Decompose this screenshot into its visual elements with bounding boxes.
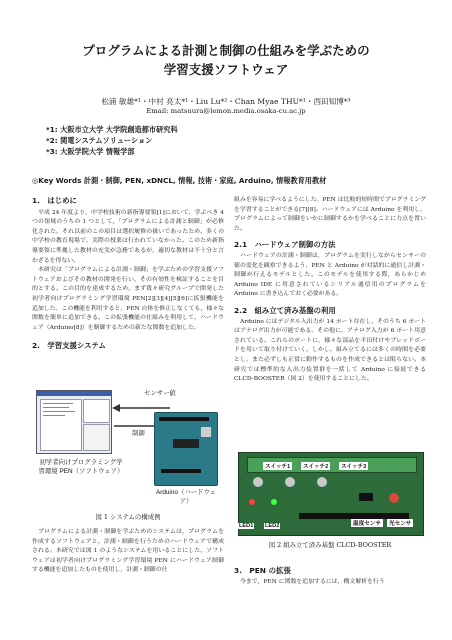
left-column-bottom [32, 528, 224, 576]
figure-1 [36, 390, 226, 520]
author-list: 松浦 敏雄*¹・中村 亮太*¹・Liu Lu*²・Chan Myae THU*¹・西田知博*³ [101, 97, 351, 106]
pen-software-screenshot [36, 390, 112, 454]
pen-software-label: 初学者向けプログラミング学習環境 PEN（ソフトウェア） [38, 459, 124, 475]
arduino-label: Arduino（ハードウェア） [155, 489, 217, 505]
arduino-board [154, 412, 218, 486]
figure-1-caption: 図 1 システムの構成例 [95, 513, 161, 521]
led1-label: LED1 [239, 523, 254, 529]
figure-2-caption: 図 2 組み立て済み基盤 CLCD-BOOSTER [268, 541, 392, 549]
section-2-heading: 2. 学習支援システム [32, 341, 106, 351]
right-column [234, 196, 426, 385]
affiliation-3: *3: 大阪学院大学 情報学部 [46, 147, 135, 156]
switch-2-label: スイッチ2 [303, 464, 329, 470]
affiliation-2: *2: 関電システムソリューション [46, 136, 153, 145]
switch-3-label: スイッチ3 [341, 464, 367, 470]
section-1-paragraph-1: 平成 24 年度より，中学校技術の新指導要領[1]において，学ぶべき 4 つの領域のうちの 1 つとして，「プログラムによる計測と制御」が必修化された。それ以前のこの項目は選択履修の扱いであったため，多くの中学校の教育現場で，実際の授業は行われていなかった。このため新指導要領に準拠した教材の充実が急務であるが，適切な教材は不十分と言わざるを得ない。 [32, 209, 224, 264]
right-column-bottom [234, 566, 426, 587]
section-2-2-paragraph: Arduino にはデジタル入出力が 14 ポート存在し，そのうち 6 ポートはアナログ出力が可能である。その他に，アナログ入力が 6 ポート用意されている。これらのポートに，様々な部品を半田付けやブレッドボードを用いて取り付けていく。しかし，組み立てるには多くの時間を必要とし，また必ずしも正常に動作するものを作成できるとは限らない。本研究では標準的な入出力装置群を一括して Arduino に接続できる CLCD-BOOSTER（図 2）を使用することにした。 [234, 318, 426, 383]
keywords-line: ◎Key Words 計測・制御, PEN, xDNCL, 情報, 技術・家庭, Arduino, 情報教育用教材 [32, 176, 327, 185]
contact-email: Email: matsuura@lemon.media.osaka-cu.ac.jp [146, 107, 306, 115]
paper-title-line1: プログラムによる計測と制御の仕組みを学ぶための [82, 43, 370, 58]
left-column [32, 196, 224, 351]
section-1-paragraph-2: 本研究は「プログラムによる計測・制御」を学ぶための学習支援ソフトウェアおよびその教材の開発を行い，その有効性を検証することを目的とする。この目的を達成するため，まず我々研究グループで開発した初学者向けプログラミング学習環境 PEN[2][3][4][5][6]に拡張機能を追加した。この機能を利用すると，PEN 自体を修正しなくても，様々な関数を簡単に追加できる。この拡張機能の仕組みを利用して，ハードウェア（Arduino[8]）を制御するための新たな関数を追加した。 [32, 267, 225, 331]
paper-title-line2: 学習支援ソフトウェア [163, 62, 289, 77]
section-3-heading: 3. PEN の拡張 [234, 566, 291, 575]
light-sensor-label: 光センサ [389, 521, 412, 527]
control-label: 制御 [132, 430, 145, 437]
section-1-heading: 1. はじめに [32, 196, 77, 205]
section-2-2-heading: 2.2 組み立て済み基盤の利用 [234, 305, 336, 315]
section-2-paragraph-1: プログラムによる計測・制御を学ぶためのシステムは，プログラムを作成するソフトウェアと，計測・制御を行うためのハードウェアで構成される。本研究では図 1 のようなシステムを用いることにした。ソフトウェアは初学者向けプログラミング学習環境 PEN にハードウェア制御する機能を追加したものを使用し，計測・制御の仕 [32, 529, 224, 574]
led2-label: LED2 [265, 523, 280, 529]
section-3-paragraph: 今まで，PEN に関数を追加するには，構文解析を行う [240, 578, 385, 585]
temp-sensor-label: 温度センサ [353, 521, 381, 527]
section-2-continuation: 組みを容易に学べるようにした。PEN は比較的短時間でプログラミングを学習することができる[7][8]。ハードウェアには Arduino を利用し，プログラムによって制御をいかに制御するかを学べることに力点を置いた。 [234, 197, 426, 232]
sensor-value-label: センサー値 [144, 390, 176, 397]
switch-1-label: スイッチ1 [265, 464, 291, 470]
section-2-1-heading: 2.1 ハードウェア制御の方法 [234, 240, 336, 250]
section-2-1-paragraph: ハードウェアの計測・制御は，プログラムを実行しながらセンサーの値の変化を観察できるよう，PEN と Arduino が対話的に通信し計測・制御が行えるモデルとした。このモデルを使用する際，あらかじめ Arduino IDE に用意されているシリアル通信用のプログラムを Arduino に書き込んでおく必要がある。 [234, 252, 426, 298]
affiliation-1: *1: 大阪市立大学 大学院創造都市研究科 [46, 125, 178, 134]
